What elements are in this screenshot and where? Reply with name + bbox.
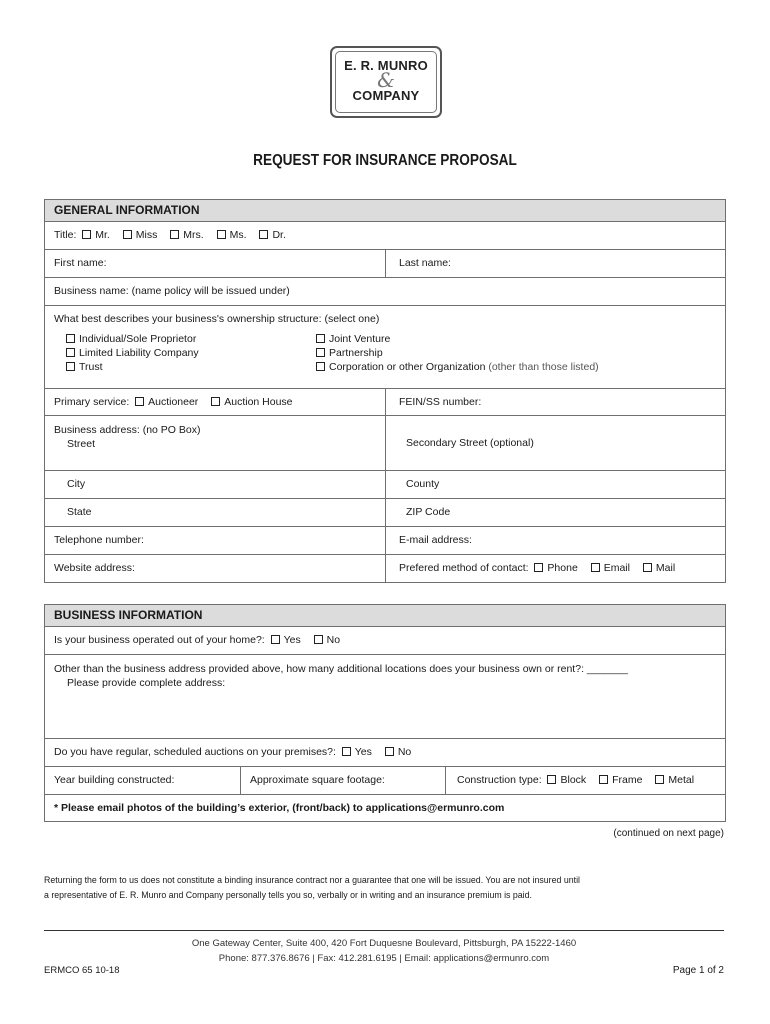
primary-service-label: Primary service: bbox=[54, 396, 130, 408]
home-business-row bbox=[45, 627, 725, 655]
logo-ampersand: & bbox=[377, 68, 395, 92]
logo-line-3: COMPANY bbox=[352, 88, 420, 103]
home-business-question: Is your business operated out of your home?: bbox=[54, 634, 265, 646]
contact-method-label: Prefered method of contact: bbox=[399, 562, 529, 574]
ownership-note: (other than those listed) bbox=[488, 361, 599, 373]
ownership-option-corporation[interactable]: Corporation or other Organization (other than those listed) bbox=[316, 360, 599, 374]
home-business-yes[interactable]: Yes bbox=[271, 634, 301, 646]
form-number: ERMCO 65 10-18 bbox=[44, 965, 120, 976]
scheduled-auctions-yes[interactable]: Yes bbox=[342, 746, 372, 758]
title-option-dr[interactable]: Dr. bbox=[259, 229, 285, 241]
city-row bbox=[45, 471, 725, 499]
state-field[interactable]: State bbox=[67, 506, 92, 518]
first-name-field[interactable]: First name: bbox=[54, 257, 107, 269]
ownership-option-trust[interactable]: Trust bbox=[66, 360, 316, 374]
logo-line-1: E. R. MUNRO bbox=[344, 58, 428, 73]
title-label: Title: bbox=[54, 229, 77, 241]
checkbox-icon[interactable] bbox=[655, 775, 664, 784]
name-row bbox=[45, 250, 725, 278]
home-business-no[interactable]: No bbox=[314, 634, 340, 646]
checkbox-icon[interactable] bbox=[591, 563, 600, 572]
ownership-option-sole-proprietor[interactable]: Individual/Sole Proprietor bbox=[66, 332, 316, 346]
title-option-mrs[interactable]: Mrs. bbox=[170, 229, 203, 241]
company-address bbox=[44, 936, 724, 966]
checkbox-icon[interactable] bbox=[66, 348, 75, 357]
scheduled-auctions-row bbox=[45, 739, 725, 767]
scheduled-auctions-question: Do you have regular, scheduled auctions on your premises?: bbox=[54, 746, 336, 758]
ownership-option-llc[interactable]: Limited Liability Company bbox=[66, 346, 316, 360]
checkbox-icon[interactable] bbox=[316, 348, 325, 357]
business-information-section bbox=[44, 604, 726, 822]
checkbox-icon[interactable] bbox=[259, 230, 268, 239]
general-information-heading: GENERAL INFORMATION bbox=[45, 200, 725, 222]
locations-question[interactable]: Other than the business address provided above, how many additional locations does your business own or rent?: _______ bbox=[54, 663, 628, 675]
construction-option-metal[interactable]: Metal bbox=[655, 774, 694, 786]
checkbox-icon[interactable] bbox=[316, 362, 325, 371]
title-row bbox=[45, 222, 725, 250]
address-line-1: One Gateway Center, Suite 400, 420 Fort Duquesne Boulevard, Pittsburgh, PA 15222-1460 bbox=[191, 938, 577, 949]
last-name-field[interactable]: Last name: bbox=[385, 250, 725, 277]
ownership-question: What best describes your business's ownership structure: (select one) bbox=[54, 313, 380, 325]
checkbox-icon[interactable] bbox=[217, 230, 226, 239]
disclaimer-line-2: a representative of E. R. Munro and Company personally tells you so, verbally or in writing and an insurance premium is paid. bbox=[44, 890, 532, 900]
street-field[interactable]: Street bbox=[67, 438, 96, 450]
email-field[interactable]: E-mail address: bbox=[385, 527, 725, 554]
secondary-street-field[interactable]: Secondary Street (optional) bbox=[385, 416, 725, 470]
year-built-field[interactable]: Year building constructed: bbox=[54, 774, 175, 786]
company-logo bbox=[330, 46, 442, 118]
title-option-mr[interactable]: Mr. bbox=[82, 229, 110, 241]
contact-option-mail[interactable]: Mail bbox=[643, 562, 675, 574]
square-footage-field[interactable]: Approximate square footage: bbox=[240, 767, 445, 794]
disclaimer bbox=[44, 873, 734, 903]
footer-divider bbox=[44, 930, 724, 931]
checkbox-icon[interactable] bbox=[170, 230, 179, 239]
ownership-row bbox=[45, 306, 725, 389]
service-option-auction-house[interactable]: Auction House bbox=[211, 396, 292, 408]
checkbox-icon[interactable] bbox=[547, 775, 556, 784]
photos-note: * Please email photos of the building’s exterior, (front/back) to applications@ermunro.com bbox=[54, 802, 505, 814]
business-name-row bbox=[45, 278, 725, 306]
checkbox-icon[interactable] bbox=[534, 563, 543, 572]
ownership-option-partnership[interactable]: Partnership bbox=[316, 346, 599, 360]
general-information-section bbox=[44, 199, 726, 583]
business-address-label: Business address: (no PO Box) bbox=[54, 424, 201, 436]
page-number: Page 1 of 2 bbox=[672, 965, 724, 976]
contact-option-email[interactable]: Email bbox=[591, 562, 630, 574]
address-line-2: Phone: 877.376.8676 | Fax: 412.281.6195 | Email: applications@ermunro.com bbox=[218, 953, 550, 964]
title-option-miss[interactable]: Miss bbox=[123, 229, 158, 241]
photos-row bbox=[45, 795, 725, 821]
checkbox-icon[interactable] bbox=[342, 747, 351, 756]
checkbox-icon[interactable] bbox=[135, 397, 144, 406]
document-title: REQUEST FOR INSURANCE PROPOSAL bbox=[253, 152, 517, 169]
checkbox-icon[interactable] bbox=[66, 334, 75, 343]
telephone-row bbox=[45, 527, 725, 555]
building-row bbox=[45, 767, 725, 795]
title-option-ms[interactable]: Ms. bbox=[217, 229, 247, 241]
continued-note: (continued on next page) bbox=[613, 828, 724, 839]
contact-option-phone[interactable]: Phone bbox=[534, 562, 577, 574]
business-name-field[interactable]: Business name: (name policy will be issued under) bbox=[54, 285, 290, 297]
checkbox-icon[interactable] bbox=[66, 362, 75, 371]
checkbox-icon[interactable] bbox=[82, 230, 91, 239]
checkbox-icon[interactable] bbox=[123, 230, 132, 239]
complete-address-field[interactable]: Please provide complete address: bbox=[67, 677, 226, 689]
business-information-heading: BUSINESS INFORMATION bbox=[45, 605, 725, 627]
primary-service-row bbox=[45, 389, 725, 416]
checkbox-icon[interactable] bbox=[599, 775, 608, 784]
checkbox-icon[interactable] bbox=[316, 334, 325, 343]
fein-field[interactable]: FEIN/SS number: bbox=[385, 389, 725, 415]
checkbox-icon[interactable] bbox=[271, 635, 280, 644]
county-field[interactable]: County bbox=[385, 471, 725, 498]
disclaimer-line-1: Returning the form to us does not constitute a binding insurance contract nor a guarantee that one will be issued. You are not insured until bbox=[44, 875, 580, 885]
locations-row bbox=[45, 655, 725, 739]
construction-type-label: Construction type: bbox=[457, 774, 542, 786]
ownership-option-joint-venture[interactable]: Joint Venture bbox=[316, 332, 599, 346]
state-row bbox=[45, 499, 725, 527]
zip-field[interactable]: ZIP Code bbox=[385, 499, 725, 526]
checkbox-icon[interactable] bbox=[314, 635, 323, 644]
checkbox-icon[interactable] bbox=[385, 747, 394, 756]
website-row bbox=[45, 555, 725, 582]
city-field[interactable]: City bbox=[67, 478, 86, 490]
construction-option-block[interactable]: Block bbox=[547, 774, 586, 786]
website-field[interactable]: Website address: bbox=[54, 562, 135, 574]
checkbox-icon[interactable] bbox=[643, 563, 652, 572]
logo-inner-frame bbox=[335, 51, 437, 113]
scheduled-auctions-no[interactable]: No bbox=[385, 746, 411, 758]
telephone-field[interactable]: Telephone number: bbox=[54, 534, 144, 546]
checkbox-icon[interactable] bbox=[211, 397, 220, 406]
construction-option-frame[interactable]: Frame bbox=[599, 774, 642, 786]
service-option-auctioneer[interactable]: Auctioneer bbox=[135, 396, 198, 408]
street-row bbox=[45, 416, 725, 471]
